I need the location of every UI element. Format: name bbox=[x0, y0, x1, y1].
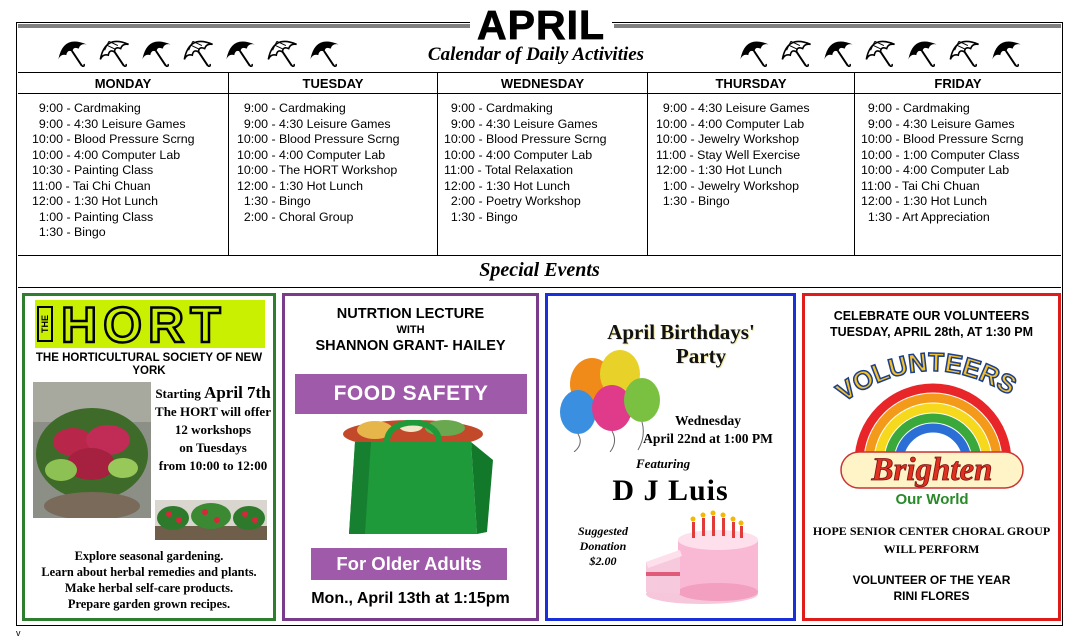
volunteers-arc-text: VOLUNTEERS bbox=[830, 346, 1022, 408]
nutrition-date: Mon., April 13th at 1:15pm bbox=[311, 590, 510, 607]
activity-item: 10:00 - Blood Pressure Scrng bbox=[237, 132, 400, 146]
hort-bullet: Prepare garden grown recipes. bbox=[67, 597, 231, 611]
birthday-date-time: April 22nd at 1:00 PM bbox=[643, 431, 773, 446]
umbrella-icon bbox=[262, 34, 302, 68]
activity-item: 10:00 - Jewelry Workshop bbox=[656, 132, 800, 146]
umbrella-row-left bbox=[52, 34, 344, 68]
day-heading: WEDNESDAY bbox=[438, 73, 647, 94]
activity-item: 11:00 - Stay Well Exercise bbox=[656, 147, 801, 162]
activity-item: 9:00 - 4:30 Leisure Games bbox=[861, 116, 1015, 131]
calendar-subtitle: Calendar of Daily Activities bbox=[427, 44, 645, 65]
choral-group-note bbox=[805, 522, 1058, 558]
activity-list bbox=[438, 94, 647, 225]
umbrella-icon bbox=[52, 34, 92, 68]
our-world-text: Our World bbox=[895, 491, 969, 508]
weekday-grid bbox=[18, 72, 1061, 256]
umbrella-icon bbox=[860, 34, 900, 68]
umbrella-icon bbox=[178, 34, 218, 68]
activity-item: 9:00 - 4:30 Leisure Games bbox=[444, 116, 598, 131]
activity-item: 9:00 - Cardmaking bbox=[444, 101, 553, 115]
nutrition-speaker: SHANNON GRANT- HAILEY bbox=[315, 338, 506, 354]
day-heading: MONDAY bbox=[18, 73, 228, 94]
birthday-title-line: April Birthdays' bbox=[607, 320, 755, 344]
brighten-text: Brighten bbox=[871, 452, 993, 488]
activity-item: 12:00 - 1:30 Hot Lunch bbox=[32, 194, 159, 208]
hort-bullet: Make herbal self-care products. bbox=[64, 581, 234, 595]
birthday-performer: D J Luis bbox=[612, 474, 729, 507]
donation-line: Donation bbox=[579, 539, 627, 553]
birthday-title bbox=[576, 320, 786, 368]
hort-workshop-info bbox=[153, 384, 273, 475]
activity-item: 10:00 - 4:00 Computer Lab bbox=[656, 116, 805, 131]
hort-start-date: April 7th bbox=[204, 383, 271, 402]
activity-item: 1:00 - Jewelry Workshop bbox=[656, 178, 800, 193]
activity-item: 12:00 - 1:30 Hot Lunch bbox=[444, 178, 571, 193]
umbrella-icon bbox=[136, 34, 176, 68]
grocery-bag-image bbox=[315, 420, 511, 538]
day-column-thursday bbox=[648, 73, 855, 255]
birthday-title-line: Party bbox=[675, 344, 727, 368]
umbrella-icon bbox=[944, 34, 984, 68]
activity-item: 2:00 - Choral Group bbox=[237, 209, 354, 224]
hort-bullet: Explore seasonal gardening. bbox=[74, 549, 224, 563]
umbrella-icon bbox=[818, 34, 858, 68]
day-heading: THURSDAY bbox=[648, 73, 854, 94]
window-box-photo bbox=[155, 500, 267, 540]
choral-line: HOPE SENIOR CENTER CHORAL GROUP bbox=[812, 524, 1051, 538]
activity-list bbox=[229, 94, 437, 225]
activity-item: 1:30 - Bingo bbox=[656, 194, 730, 208]
activity-item: 12:00 - 1:30 Hot Lunch bbox=[237, 178, 364, 193]
birthday-donation bbox=[568, 524, 638, 569]
nutrition-event-panel bbox=[282, 293, 539, 621]
activity-item: 12:00 - 1:30 Hot Lunch bbox=[656, 163, 783, 177]
activity-item: 10:00 - 4:00 Computer Lab bbox=[32, 147, 181, 162]
hort-offer-line: 12 workshops bbox=[174, 422, 252, 437]
activity-item: 10:00 - 4:00 Computer Lab bbox=[444, 147, 593, 162]
hort-offer-line: on Tuesdays bbox=[179, 440, 247, 455]
activity-item: 1:30 - Bingo bbox=[444, 209, 518, 224]
umbrella-icon bbox=[986, 34, 1026, 68]
activity-item: 2:00 - Poetry Workshop bbox=[444, 194, 581, 208]
activity-list bbox=[855, 94, 1061, 225]
older-adults-banner: For Older Adults bbox=[311, 548, 507, 580]
day-column-monday bbox=[18, 73, 229, 255]
activity-item: 12:00 - 1:30 Hot Lunch bbox=[861, 194, 988, 208]
volunteer-heading-line: CELEBRATE OUR VOLUNTEERS bbox=[833, 309, 1030, 323]
day-heading: TUESDAY bbox=[229, 73, 437, 94]
activity-item: 10:00 - Blood Pressure Scrng bbox=[32, 132, 195, 146]
hort-logo bbox=[35, 297, 265, 353]
activity-item: 9:00 - Cardmaking bbox=[861, 101, 970, 115]
day-heading: FRIDAY bbox=[855, 73, 1061, 94]
activity-item: 9:00 - 4:30 Leisure Games bbox=[237, 116, 391, 131]
birthday-when bbox=[628, 412, 788, 448]
activity-item: 1:30 - Bingo bbox=[237, 194, 311, 208]
coleus-plant-photo bbox=[33, 382, 151, 518]
activity-item: 10:00 - The HORT Workshop bbox=[237, 163, 398, 177]
activity-list bbox=[648, 94, 854, 210]
activity-item: 9:00 - Cardmaking bbox=[237, 101, 346, 115]
umbrella-icon bbox=[94, 34, 134, 68]
activity-list bbox=[18, 94, 228, 241]
day-column-wednesday bbox=[438, 73, 648, 255]
hort-logo-word: HORT bbox=[61, 297, 227, 353]
activity-item: 11:00 - Tai Chi Chuan bbox=[861, 178, 980, 193]
activity-item: 11:00 - Tai Chi Chuan bbox=[32, 178, 151, 193]
choral-line: WILL PERFORM bbox=[883, 542, 980, 556]
activity-item: 11:00 - Total Relaxation bbox=[444, 163, 574, 177]
umbrella-icon bbox=[220, 34, 260, 68]
activity-item: 10:00 - 4:00 Computer Lab bbox=[237, 147, 386, 162]
activity-item: 10:00 - Blood Pressure Scrng bbox=[444, 132, 607, 146]
hort-starting-label: Starting bbox=[155, 386, 201, 401]
day-column-friday bbox=[855, 73, 1061, 255]
footer-mark: v bbox=[16, 628, 21, 638]
volunteer-of-year bbox=[805, 572, 1058, 604]
day-column-tuesday bbox=[229, 73, 438, 255]
volunteer-heading-line: TUESDAY, APRIL 28th, AT 1:30 PM bbox=[829, 325, 1034, 339]
donation-line: Suggested bbox=[577, 524, 628, 538]
nutrition-line: NUTRTION LECTURE bbox=[336, 306, 485, 322]
activity-item: 9:00 - 4:30 Leisure Games bbox=[656, 101, 810, 115]
birthday-featuring: Featuring bbox=[636, 456, 691, 471]
hort-society-name: THE HORTICULTURAL SOCIETY OF NEW YORK bbox=[35, 352, 263, 377]
hort-start-line bbox=[153, 384, 273, 403]
activity-item: 1:00 - Painting Class bbox=[32, 209, 154, 224]
month-title: APRIL bbox=[470, 4, 612, 46]
umbrella-icon bbox=[776, 34, 816, 68]
activity-item: 10:00 - 4:00 Computer Lab bbox=[861, 163, 1010, 177]
activity-item: 10:00 - 1:00 Computer Class bbox=[861, 147, 1020, 162]
volunteer-of-year-name: RINI FLORES bbox=[893, 589, 970, 603]
umbrella-row-right bbox=[734, 34, 1026, 68]
activity-item: 10:30 - Painting Class bbox=[32, 163, 154, 177]
hort-event-panel bbox=[22, 293, 276, 621]
volunteers-brighten-logo bbox=[819, 344, 1045, 510]
hort-offer-line: from 10:00 to 12:00 bbox=[158, 458, 268, 473]
activity-item: 1:30 - Bingo bbox=[32, 225, 106, 239]
hort-description bbox=[25, 548, 273, 612]
hort-logo-the: THE bbox=[37, 306, 53, 342]
activity-item: 1:30 - Art Appreciation bbox=[861, 209, 990, 224]
activity-item: 10:00 - Blood Pressure Scrng bbox=[861, 132, 1024, 146]
umbrella-icon bbox=[734, 34, 774, 68]
special-events-heading: Special Events bbox=[18, 256, 1061, 288]
volunteer-heading bbox=[805, 308, 1058, 340]
donation-line: $2.00 bbox=[589, 554, 617, 568]
hort-bullet: Learn about herbal remedies and plants. bbox=[41, 565, 257, 579]
activity-item: 9:00 - Cardmaking bbox=[32, 101, 141, 115]
volunteer-of-year-label: VOLUNTEER OF THE YEAR bbox=[852, 573, 1011, 587]
nutrition-with: WITH bbox=[396, 324, 425, 336]
activity-item: 9:00 - 4:30 Leisure Games bbox=[32, 116, 186, 131]
umbrella-icon bbox=[304, 34, 344, 68]
birthday-event-panel bbox=[545, 293, 796, 621]
umbrella-icon bbox=[902, 34, 942, 68]
birthday-cake-image bbox=[640, 506, 760, 606]
nutrition-title bbox=[285, 306, 536, 354]
birthday-day: Wednesday bbox=[674, 413, 742, 428]
food-safety-banner: FOOD SAFETY bbox=[295, 374, 527, 414]
volunteer-event-panel bbox=[802, 293, 1061, 621]
hort-offer-line: The HORT will offer bbox=[155, 404, 271, 419]
